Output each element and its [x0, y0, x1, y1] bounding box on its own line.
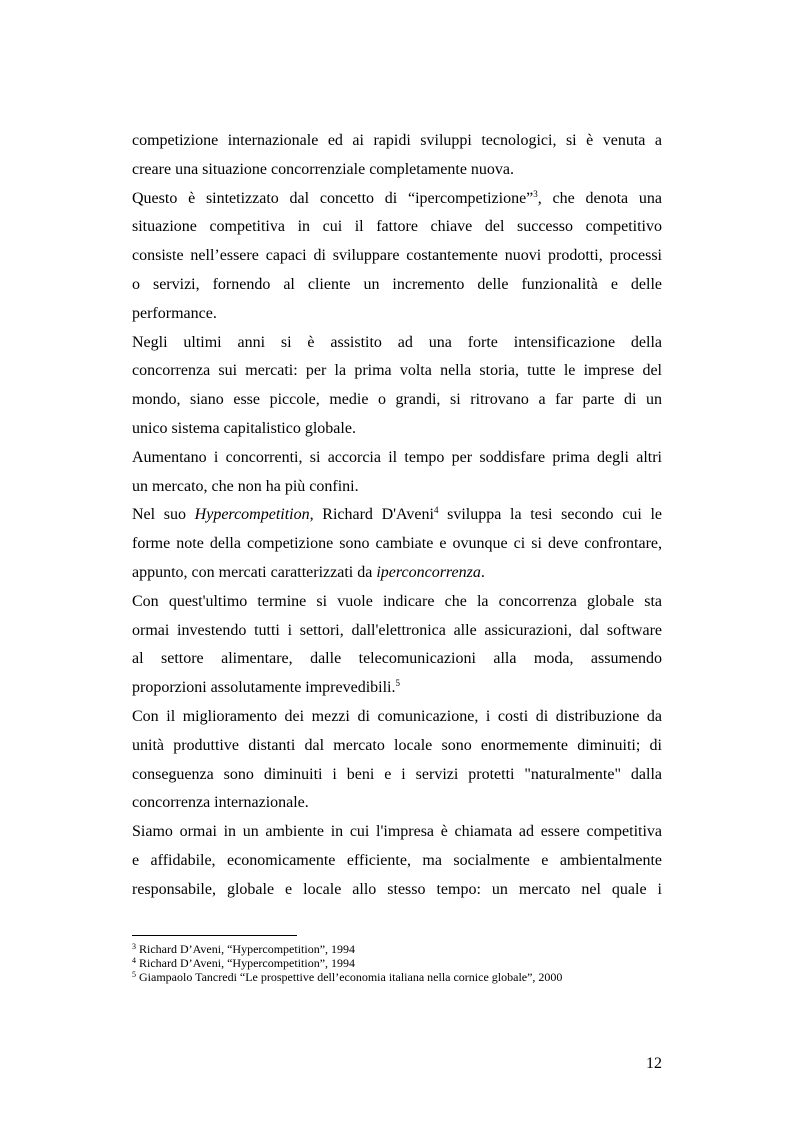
text-line	[132, 357, 662, 386]
text-run: concorrenza sui mercati: per la prima volta nella storia, tutte le imprese del	[132, 362, 662, 380]
footnote-number: 5	[132, 970, 136, 979]
footnote-text: Richard D’Aveni, “Hypercompetition”, 1994	[139, 942, 356, 956]
text-line	[132, 242, 662, 271]
text-run: Con quest'ultimo termine si vuole indicare che la concorrenza globale sta	[132, 592, 662, 610]
text-line	[132, 674, 662, 703]
text-run: , che denota una	[537, 189, 662, 207]
footnote-number: 4	[132, 956, 136, 965]
text-line	[132, 732, 662, 761]
body-text	[132, 127, 662, 905]
text-run: Richard D'Aveni	[313, 506, 434, 524]
text-line	[132, 703, 662, 732]
italic-text: iperconcorrenza	[376, 563, 481, 581]
italic-text: Hypercompetition,	[194, 506, 314, 524]
text-line	[132, 415, 662, 444]
text-run: performance.	[132, 304, 217, 322]
text-line	[132, 761, 662, 790]
text-run: Siamo ormai in un ambiente in cui l'impresa è chiamata ad essere competitiva	[132, 823, 662, 841]
footnote-separator	[132, 935, 297, 936]
text-run: mondo, siano esse piccole, medie o grandi, si ritrovano a far parte di un	[132, 391, 662, 409]
text-line	[132, 127, 662, 156]
text-run: concorrenza internazionale.	[132, 794, 309, 812]
footnotes	[132, 942, 662, 984]
footnote-ref: 5	[395, 678, 400, 689]
text-line	[132, 530, 662, 559]
text-run: Nel suo	[132, 506, 195, 524]
text-line	[132, 645, 662, 674]
text-run: o servizi, fornendo al cliente un incremento delle funzionalità e delle	[132, 275, 662, 293]
text-run: Questo è sintetizzato dal concetto di “ipercompetizione”	[132, 189, 534, 207]
footnote-text: Richard D’Aveni, “Hypercompetition”, 1994	[139, 956, 356, 970]
text-run: unico sistema capitalistico globale.	[132, 419, 356, 437]
text-run: unità produttive distanti dal mercato locale sono enormemente diminuiti; di	[132, 736, 662, 754]
text-run: Con il miglioramento dei mezzi di comunicazione, i costi di distribuzione da	[132, 707, 662, 725]
page-number: 12	[646, 1055, 662, 1072]
text-line	[132, 329, 662, 358]
text-line	[132, 789, 662, 818]
text-run: un mercato, che non ha più confini.	[132, 477, 359, 495]
text-line	[132, 818, 662, 847]
text-line	[132, 617, 662, 646]
text-line	[132, 847, 662, 876]
text-run: Aumentano i concorrenti, si accorcia il tempo per soddisfare prima degli altri	[132, 448, 662, 466]
text-run: e affidabile, economicamente efficiente, ma socialmente e ambientalmente	[132, 851, 662, 869]
text-run: appunto, con mercati caratterizzati da	[132, 563, 377, 581]
text-line	[132, 156, 662, 185]
text-line	[132, 300, 662, 329]
text-run: competizione internazionale ed ai rapidi sviluppi tecnologici, si è venuta a	[132, 132, 662, 149]
text-run: conseguenza sono diminuiti i beni e i servizi protetti "naturalmente" dalla	[132, 765, 662, 783]
text-run: Negli ultimi anni si è assistito ad una forte intensificazione della	[132, 333, 662, 351]
text-run: .	[480, 563, 485, 581]
text-line	[132, 473, 662, 502]
footnote	[132, 970, 662, 984]
text-run: al settore alimentare, dalle telecomunicazioni alla moda, assumendo	[132, 650, 662, 668]
text-run: sviluppa la tesi secondo cui le	[438, 506, 662, 524]
text-run: ormai investendo tutti i settori, dall'elettronica alle assicurazioni, dal software	[132, 621, 662, 639]
text-line	[132, 185, 662, 214]
text-line	[132, 213, 662, 242]
text-line	[132, 386, 662, 415]
text-line	[132, 588, 662, 617]
text-run: proporzioni assolutamente imprevedibili.	[132, 679, 396, 697]
footnote-ref: 4	[433, 505, 439, 516]
footnote	[132, 956, 662, 970]
text-run: consiste nell’essere capaci di sviluppare costantemente nuovi prodotti, processi	[132, 247, 662, 265]
text-run: forme note della competizione sono cambiate e ovunque ci si deve confrontare,	[132, 535, 662, 553]
footnote-text: Giampaolo Tancredi “Le prospettive dell’economia italiana nella cornice globale”, 2000	[139, 970, 563, 984]
footnote-number: 3	[132, 942, 136, 951]
text-run: creare una situazione concorrenziale completamente nuova.	[132, 160, 515, 178]
footnote-ref: 3	[533, 188, 538, 199]
text-line	[132, 271, 662, 300]
text-run: responsabile, globale e locale allo stesso tempo: un mercato nel quale i	[132, 880, 662, 898]
text-line	[132, 501, 662, 530]
text-line	[132, 444, 662, 473]
text-run: situazione competitiva in cui il fattore chiave del successo competitivo	[132, 218, 662, 236]
text-line	[132, 876, 662, 905]
text-line	[132, 559, 662, 588]
footnote	[132, 942, 662, 956]
